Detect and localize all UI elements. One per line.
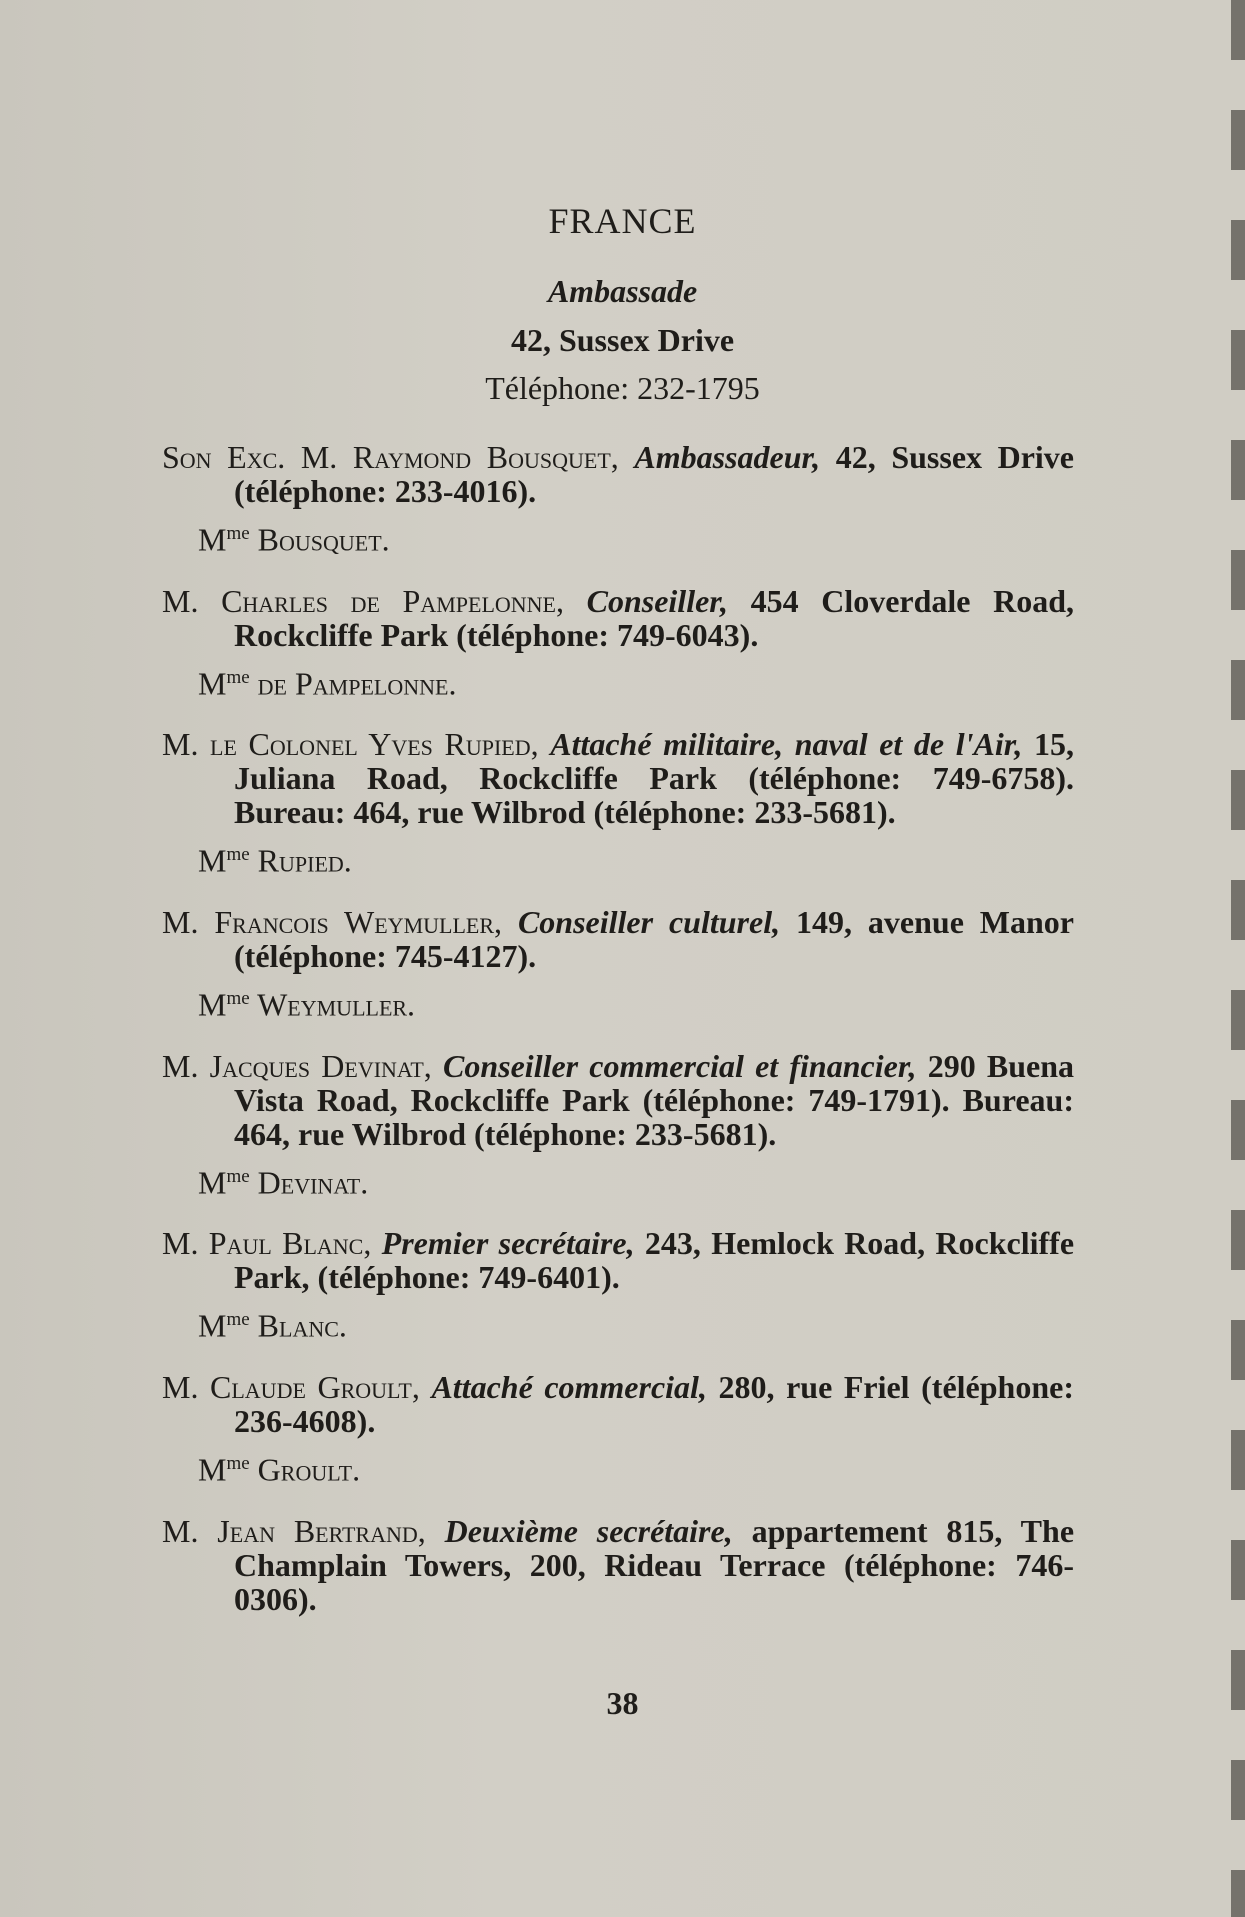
- spouse-line: $M^{me}$ Groult.: [198, 1451, 361, 1488]
- staff-entry: [162, 905, 1074, 1023]
- spouse-line: $M^{me}$ Devinat.: [198, 1164, 369, 1201]
- staff-entry: [162, 727, 1074, 879]
- spouse-name: Blanc.: [257, 1307, 347, 1344]
- spouse-name: Devinat.: [257, 1164, 369, 1201]
- spouse-name: Rupied.: [257, 842, 352, 879]
- staff-title: Attaché militaire, naval et de l'Air,: [550, 726, 1023, 763]
- staff-name: M. Paul Blanc,: [162, 1225, 372, 1262]
- staff-entry: [162, 1226, 1074, 1344]
- staff-entry: [162, 584, 1074, 702]
- staff-details: 149, avenue Manor (téléphone: 745-4127).: [234, 903, 1075, 974]
- embassy-phone: Téléphone: 232-1795: [485, 370, 760, 406]
- staff-name: Son Exc. M. Raymond Bousquet,: [162, 439, 619, 475]
- spouse-line: $M^{me}$ Rupied.: [198, 842, 352, 879]
- staff-details: 290 Buena Vista Road, Rockcliffe Park (téléphone: 749-1791). Bureau: 464, rue Wilbrod (téléphone: 233-5681).: [234, 1047, 1075, 1152]
- staff-name: M. Claude Groult,: [162, 1368, 420, 1405]
- embassy-heading: Ambassade: [547, 273, 698, 309]
- staff-details: 15, Juliana Road, Rockcliffe Park (téléphone: 749-6758). Bureau: 464, rue Wilbrod (téléphone: 233-5681).: [234, 726, 1074, 831]
- staff-details: 280, rue Friel (téléphone: 236-4608).: [234, 1368, 1074, 1439]
- spouse-name: de Pampelonne.: [257, 665, 457, 702]
- staff-entry: [162, 1370, 1074, 1488]
- country-heading: FRANCE: [548, 201, 697, 241]
- staff-title: Ambassadeur,: [634, 439, 821, 475]
- spouse-line: $M^{me}$ Blanc.: [198, 1307, 347, 1344]
- spouse-line: $M^{me}$ Bousquet.: [198, 521, 390, 558]
- staff-entry: [162, 440, 1074, 558]
- staff-title: Conseiller culturel,: [517, 903, 781, 940]
- staff-title: Deuxième secrétaire,: [444, 1512, 733, 1549]
- staff-name: M. Charles de Pampelonne,: [162, 582, 564, 619]
- staff-title: Attaché commercial,: [431, 1368, 707, 1405]
- staff-details: appartement 815, The Champlain Towers, 200, Rideau Terrace (téléphone: 746-0306).: [234, 1512, 1075, 1617]
- spouse-name: Bousquet.: [257, 521, 390, 558]
- staff-entry: [162, 1514, 1074, 1616]
- spouse-line: $M^{me}$ Weymuller.: [198, 986, 416, 1023]
- spouse-name: Weymuller.: [257, 986, 416, 1023]
- staff-details: 454 Cloverdale Road, Rockcliffe Park (téléphone: 749-6043).: [234, 582, 1075, 653]
- staff-name: M. Francois Weymuller,: [162, 903, 503, 940]
- embassy-address: 42, Sussex Drive: [510, 322, 735, 358]
- page-number: 38: [606, 1685, 639, 1721]
- staff-name: M. Jacques Devinat,: [162, 1047, 432, 1084]
- staff-details: 42, Sussex Drive (téléphone: 233-4016).: [234, 439, 1075, 509]
- staff-name: M. Jean Bertrand,: [162, 1512, 426, 1549]
- spouse-line: $M^{me}$ de Pampelonne.: [198, 665, 457, 702]
- staff-title: Conseiller commercial et financier,: [443, 1047, 917, 1084]
- staff-title: Conseiller,: [586, 582, 728, 619]
- staff-title: Premier secrétaire,: [381, 1225, 635, 1262]
- staff-details: 243, Hemlock Road, Rockcliffe Park, (téléphone: 749-6401).: [234, 1225, 1075, 1296]
- staff-entry: [162, 1049, 1074, 1201]
- spouse-name: Groult.: [257, 1451, 361, 1488]
- staff-list: [162, 440, 1074, 1642]
- staff-name: M. le Colonel Yves Rupied,: [162, 726, 539, 763]
